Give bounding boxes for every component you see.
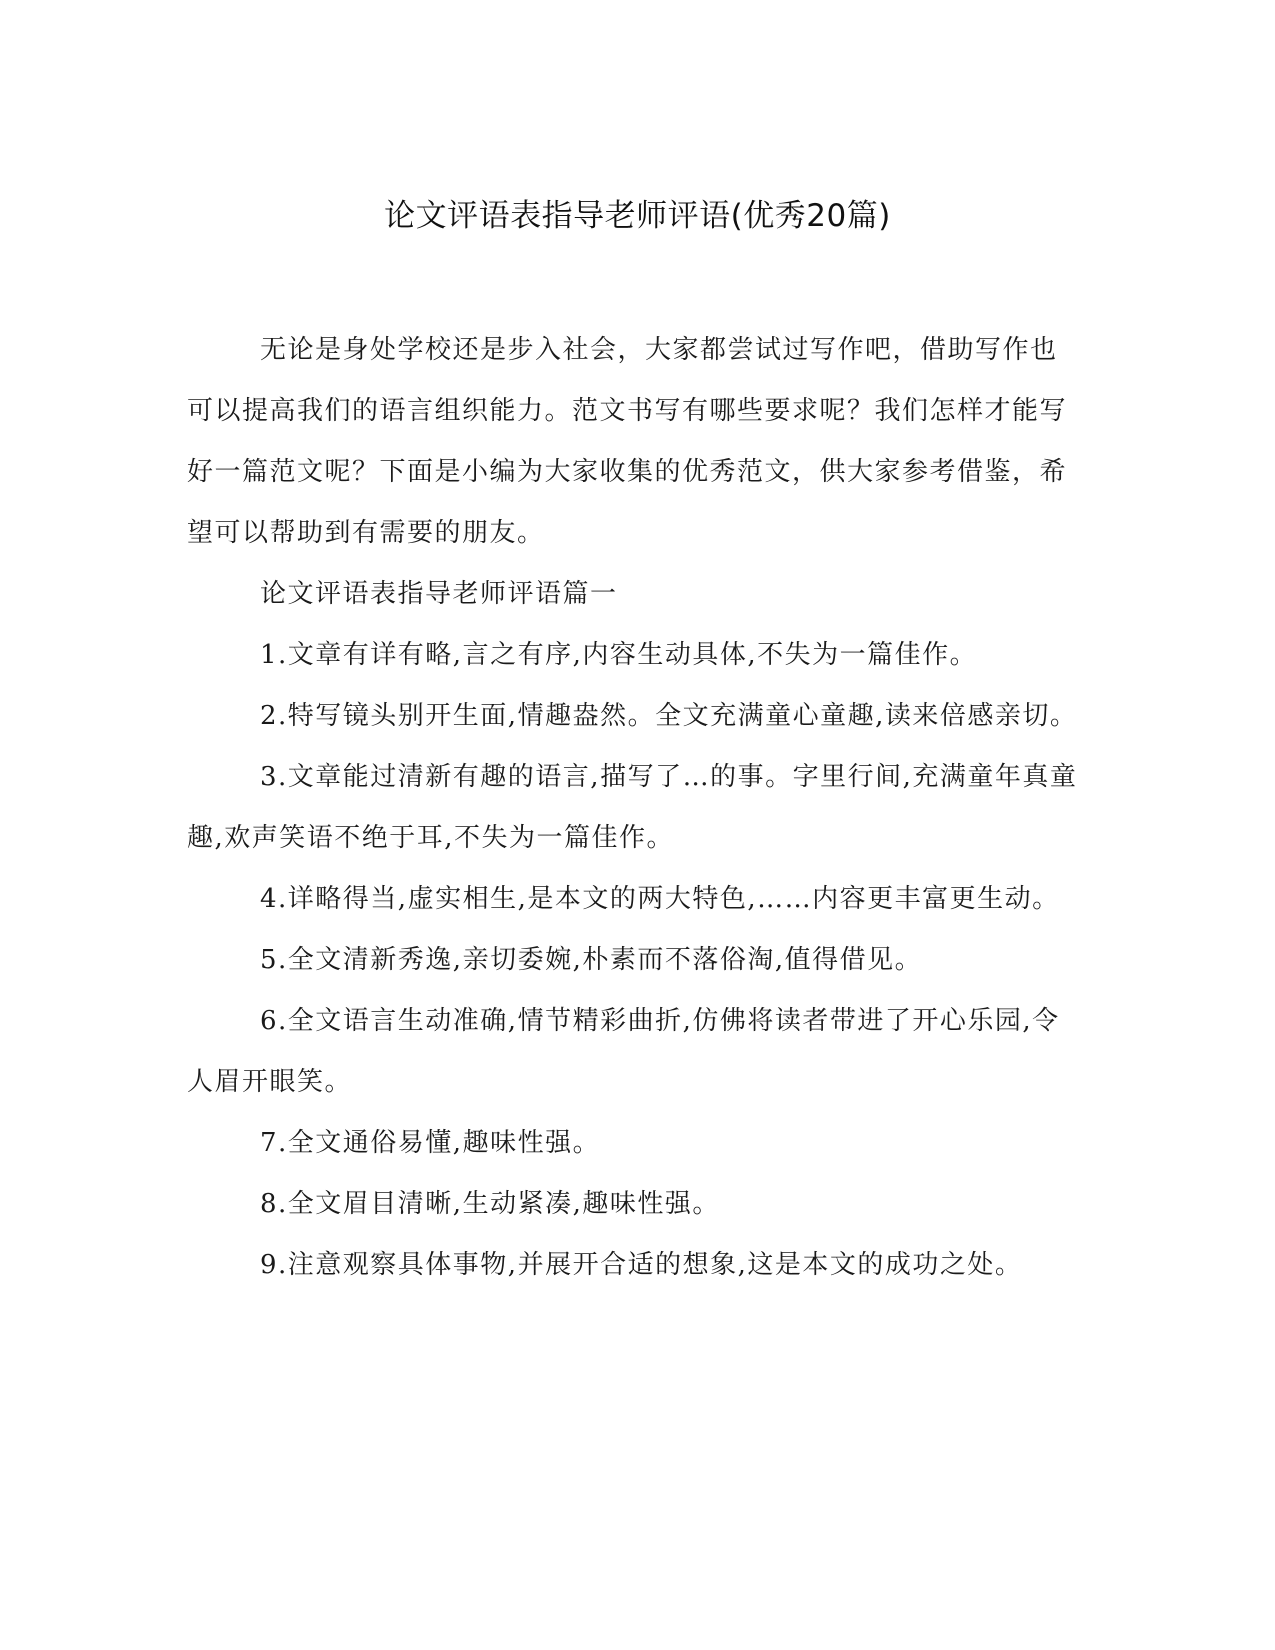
- comment-item-2: 2.特写镜头别开生面,情趣盎然。全文充满童心童趣,读来倍感亲切。: [260, 701, 1078, 731]
- comment-item-4: 4.详略得当,虚实相生,是本文的两大特色,……内容更丰富更生动。: [260, 884, 1060, 914]
- comment-item-1: 1.文章有详有略,言之有序,内容生动具体,不失为一篇佳作。: [260, 640, 978, 670]
- document-body: [187, 320, 1080, 1296]
- intro-paragraph: 无论是身处学校还是步入社会，大家都尝试过写作吧，借助写作也可以提高我们的语言组织能力。范文书写有哪些要求呢？我们怎样才能写好一篇范文呢？下面是小编为大家收集的优秀范文，供大家参考借鉴，希望可以帮助到有需要的朋友。: [187, 335, 1068, 548]
- comment-item-8: 8.全文眉目清晰,生动紧凑,趣味性强。: [260, 1189, 720, 1219]
- comment-item-9: 9.注意观察具体事物,并展开合适的想象,这是本文的成功之处。: [260, 1250, 1023, 1280]
- document-title: 论文评语表指导老师评语(优秀20篇): [384, 198, 891, 234]
- comment-item-3: 3.文章能过清新有趣的语言,描写了…的事。字里行间,充满童年真童趣,欢声笑语不绝于耳,不失为一篇佳作。: [187, 762, 1078, 853]
- comment-item-5: 5.全文清新秀逸,亲切委婉,朴素而不落俗淘,值得借见。: [260, 945, 923, 975]
- comment-item-7: 7.全文通俗易懂,趣味性强。: [260, 1128, 601, 1158]
- section-heading: 论文评语表指导老师评语篇一: [260, 579, 618, 609]
- comment-item-6: 6.全文语言生动准确,情节精彩曲折,仿佛将读者带进了开心乐园,令人眉开眼笑。: [187, 1006, 1060, 1097]
